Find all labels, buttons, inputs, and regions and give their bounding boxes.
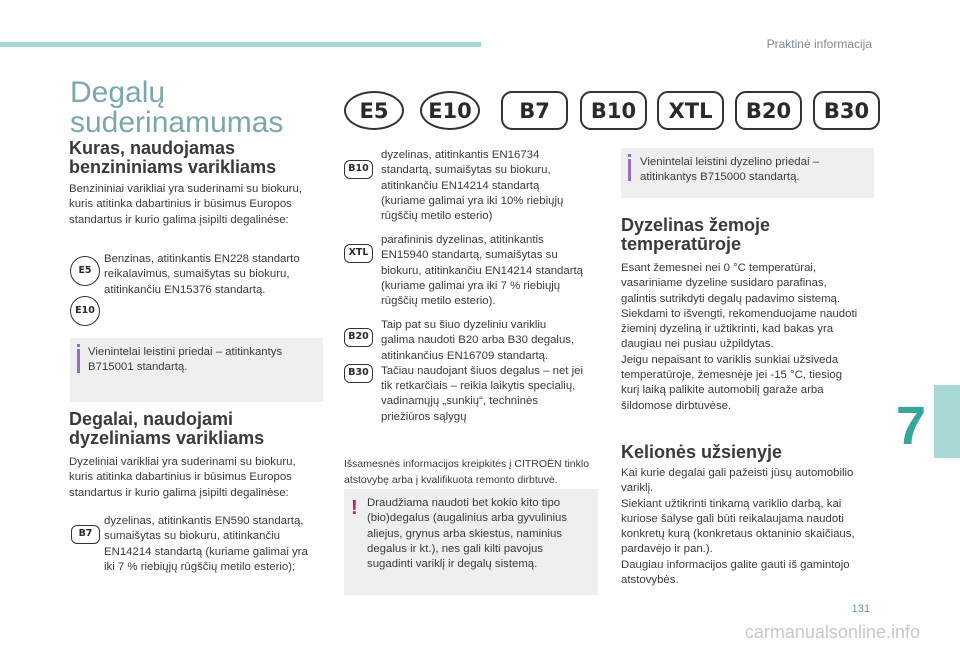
travel-abroad-heading: Kelionės užsienyje — [621, 442, 783, 462]
diesel-b7-description: dyzelinas, atitinkantis EN590 standartą, sumaišytas su biokuru, atitinkančiu EN14214 standartą (kuriame galimai yra iki 7 % riebiųjų rūgščių metilo esterio); — [104, 515, 308, 573]
diesel-intro: Dyzeliniai varikliai yra suderinami su biokuru, kuris atitinka dabartinius ir būsimus Europos standartus ir kurio galima įsipilti degalinėse: — [69, 456, 296, 499]
badge-b20: B20 — [735, 91, 802, 130]
page-number: 131 — [851, 603, 870, 615]
badge-e5: E5 — [344, 91, 404, 130]
badge-b30: B30 — [813, 91, 880, 130]
chapter-number: 7 — [896, 396, 927, 456]
info-icon — [628, 154, 631, 157]
section-title: Praktinė informacija — [766, 37, 872, 51]
diesel-additives-note: Vienintelai leistini dyzelino priedai – atitinkantys B715000 standartą. — [640, 156, 819, 184]
badge-b10: B10 — [580, 91, 647, 130]
petrol-description: Benzinas, atitinkantis EN228 standarto reikalavimus, sumaišytas su biokuru, atitinkančiu EN15376 standartą. — [104, 253, 300, 296]
cold-weather-heading: Dyzelinas žemoje temperatūroje — [621, 215, 771, 254]
badge-b10-small: B10 — [344, 160, 373, 179]
page-title: Degalų suderinamumas — [70, 76, 284, 139]
warning-icon: ! — [351, 497, 358, 519]
travel-abroad-text: Kai kurie degalai gali pažeisti jūsų automobilio variklį. Siekiant užtikrinti tinkamą variklio darbą, kai kuriose šalyse gali būti reikalaujama naudoti konkretų kurą (konkretaus oktaninio skaičiaus, pardavėjo ir pan.). Daugiau informacijos galite gauti iš gamintojo atstovybės. — [621, 467, 855, 587]
citroen-info: Išsamesnės informacijos kreipkitės į CITROËN tinklo atstovybę arba į kvalifikuota remonto dirbtuvė. — [344, 458, 590, 486]
badge-e10: E10 — [420, 91, 480, 130]
petrol-heading: Kuras, naudojamas benzininiams varikliams — [69, 138, 277, 177]
xtl-description: parafininis dyzelinas, atitinkantis EN15940 standartą, sumaišytas su biokuru, atitinkančiu EN14214 standartą (kuriame galimai yra iki 7 % riebiųjų rūgščių metilo esterio). — [381, 234, 583, 308]
info-icon — [77, 344, 80, 347]
badge-e10-small: E10 — [70, 296, 100, 326]
chapter-tab — [934, 385, 960, 458]
badge-xtl-small: XTL — [344, 244, 373, 263]
badge-xtl: XTL — [657, 91, 724, 130]
top-accent-bar — [0, 42, 481, 47]
b20-b30-description: Taip pat su šiuo dyzeliniu varikliu galima naudoti B20 arba B30 degalus, atitinkančius EN16709 standartą. Tačiau naudojant šiuos degalus – net jei tik retkarčiais – reikia laikytis specialių, vadinamųjų „sunkių“, techninės priežiūros sąlygų — [381, 319, 584, 423]
warning-text: Draudžiama naudoti bet kokio kito tipo (bio)degalus (augalinius arba gyvulinius aliejus, grynus arba skiestus, naminius degalus ir kt.), nes gali kilti pavojus sugadinti variklį ir degalų sistemą. — [367, 497, 568, 571]
info-bar — [77, 349, 80, 373]
cold-weather-text: Esant žemesnei nei 0 °C temperatūrai, vasariniame dyzeline susidaro parafinas, galintis sutrikdyti degalų padavimo sistemą. Siekdami to išvengti, rekomenduojame naudoti žieminį dyzeliną ir užtikrinti, kad bakas yra daugiau nei pusiau užpildytas. Jeigu nepaisant to variklis sunkiai užsiveda temperatūroje, žemesnėje jei -15 °C, tiesiog kurį laiką palikite automobilį garaže arba šildomose dirbtuvėse. — [621, 262, 858, 412]
b10-description: dyzelinas, atitinkantis EN16734 standartą, sumaišytas su biokuru, atitinkančiu EN14214 standartą (kuriame galimai yra iki 10% riebiųjų rūgščių metilo esterio) — [381, 149, 564, 223]
watermark: carmanualsonline.info — [744, 622, 920, 642]
diesel-heading: Degalai, naudojami dyzeliniams varikliams — [69, 409, 265, 448]
info-bar — [628, 159, 631, 181]
badge-b7-small: B7 — [71, 525, 100, 544]
petrol-note: Vienintelai leistini priedai – atitinkantys B715001 standartą. — [88, 346, 283, 374]
badge-b7: B7 — [501, 91, 568, 130]
badge-b20-small: B20 — [344, 328, 373, 347]
badge-b30-small: B30 — [344, 364, 373, 383]
badge-e5-small: E5 — [70, 256, 100, 286]
petrol-intro: Benzininiai varikliai yra suderinami su biokuru, kuris atitinka dabartinius ir būsimus Europos standartus ir kurio galima įsipilti degalinėse: — [69, 183, 302, 226]
